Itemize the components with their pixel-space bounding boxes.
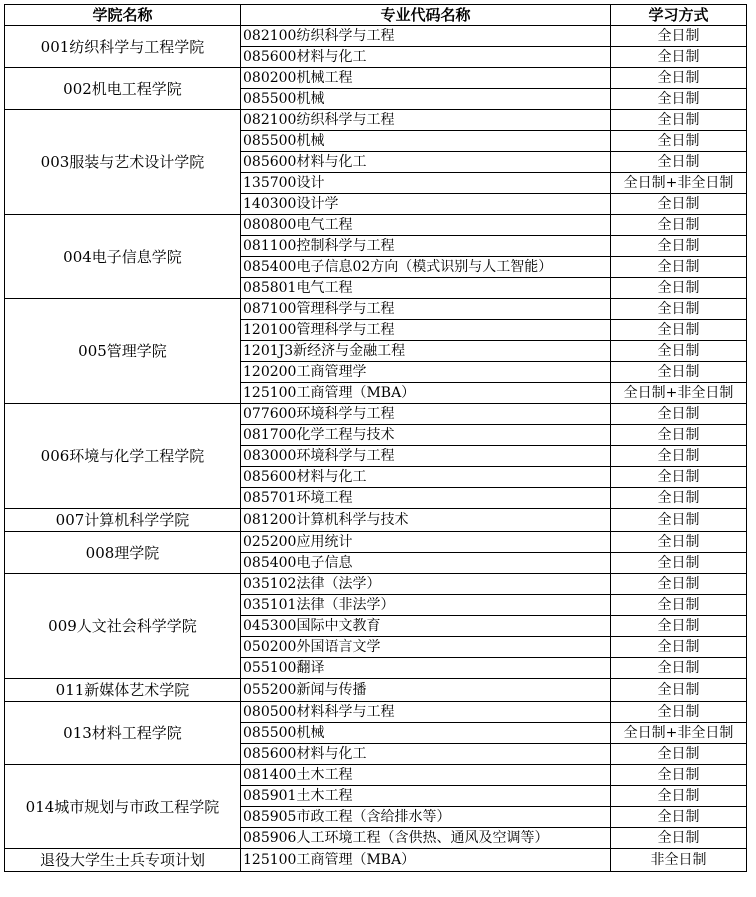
major-cell: 125100工商管理（MBA） [241,383,611,404]
study-mode-cell: 全日制 [611,47,747,68]
college-name-cell: 001纺织科学与工程学院 [5,26,241,68]
major-cell: 055100翻译 [241,658,611,679]
major-cell: 081100控制科学与工程 [241,236,611,257]
major-cell: 085905市政工程（含给排水等） [241,807,611,828]
table-row [5,765,747,786]
major-cell: 077600环境科学与工程 [241,404,611,425]
study-mode-cell: 全日制 [611,765,747,786]
study-mode-cell: 全日制 [611,488,747,509]
table-row [5,574,747,595]
study-mode-cell: 全日制 [611,702,747,723]
major-cell: 085600材料与化工 [241,152,611,173]
major-cell: 080200机械工程 [241,68,611,89]
header-mode: 学习方式 [611,5,747,26]
major-cell: 085600材料与化工 [241,744,611,765]
table-row [5,849,747,872]
study-mode-cell: 全日制 [611,553,747,574]
study-mode-cell: 全日制 [611,299,747,320]
major-cell: 120200工商管理学 [241,362,611,383]
major-cell: 081700化学工程与技术 [241,425,611,446]
college-name-cell: 002机电工程学院 [5,68,241,110]
college-name-cell: 009人文社会科学学院 [5,574,241,679]
table-row [5,299,747,320]
study-mode-cell: 全日制 [611,467,747,488]
study-mode-cell: 全日制 [611,362,747,383]
study-mode-cell: 全日制 [611,236,747,257]
major-cell: 080800电气工程 [241,215,611,236]
major-cell: 125100工商管理（MBA） [241,849,611,872]
college-name-cell: 011新媒体艺术学院 [5,679,241,702]
major-cell: 055200新闻与传播 [241,679,611,702]
study-mode-cell: 全日制 [611,616,747,637]
major-cell: 025200应用统计 [241,532,611,553]
major-cell: 081200计算机科学与技术 [241,509,611,532]
study-mode-cell: 全日制 [611,68,747,89]
study-mode-cell: 全日制 [611,679,747,702]
college-name-cell: 013材料工程学院 [5,702,241,765]
major-cell: 140300设计学 [241,194,611,215]
major-cell: 083000环境科学与工程 [241,446,611,467]
study-mode-cell: 全日制 [611,110,747,131]
major-cell: 087100管理科学与工程 [241,299,611,320]
study-mode-cell: 全日制 [611,637,747,658]
college-name-cell: 005管理学院 [5,299,241,404]
table-header [5,5,747,26]
study-mode-cell: 全日制 [611,744,747,765]
college-name-cell: 003服装与艺术设计学院 [5,110,241,215]
study-mode-cell: 全日制+非全日制 [611,383,747,404]
table-row [5,532,747,553]
table-row [5,702,747,723]
major-cell: 135700设计 [241,173,611,194]
college-name-cell: 退役大学生士兵专项计划 [5,849,241,872]
admissions-table [4,4,747,872]
major-cell: 085400电子信息02方向（模式识别与人工智能） [241,257,611,278]
table-row [5,26,747,47]
header-row [5,5,747,26]
table-row [5,679,747,702]
study-mode-cell: 全日制 [611,807,747,828]
college-name-cell: 006环境与化学工程学院 [5,404,241,509]
study-mode-cell: 全日制 [611,89,747,110]
study-mode-cell: 全日制 [611,786,747,807]
table-row [5,68,747,89]
table-row [5,509,747,532]
table-body [5,26,747,872]
study-mode-cell: 全日制 [611,131,747,152]
study-mode-cell: 全日制 [611,341,747,362]
major-cell: 045300国际中文教育 [241,616,611,637]
major-cell: 085400电子信息 [241,553,611,574]
college-name-cell: 014城市规划与市政工程学院 [5,765,241,849]
major-cell: 050200外国语言文学 [241,637,611,658]
major-cell: 085701环境工程 [241,488,611,509]
study-mode-cell: 全日制 [611,257,747,278]
major-cell: 085600材料与化工 [241,47,611,68]
major-cell: 085906人工环境工程（含供热、通风及空调等） [241,828,611,849]
major-cell: 085500机械 [241,723,611,744]
study-mode-cell: 全日制 [611,278,747,299]
major-cell: 081400土木工程 [241,765,611,786]
major-cell: 085901土木工程 [241,786,611,807]
major-cell: 1201J3新经济与金融工程 [241,341,611,362]
study-mode-cell: 全日制 [611,320,747,341]
major-cell: 085500机械 [241,131,611,152]
study-mode-cell: 全日制 [611,152,747,173]
college-name-cell: 004电子信息学院 [5,215,241,299]
study-mode-cell: 全日制 [611,828,747,849]
major-cell: 085801电气工程 [241,278,611,299]
study-mode-cell: 全日制 [611,574,747,595]
major-cell: 082100纺织科学与工程 [241,110,611,131]
college-name-cell: 008理学院 [5,532,241,574]
study-mode-cell: 全日制+非全日制 [611,173,747,194]
study-mode-cell: 全日制 [611,509,747,532]
study-mode-cell: 全日制+非全日制 [611,723,747,744]
table-row [5,404,747,425]
major-cell: 082100纺织科学与工程 [241,26,611,47]
table-row [5,110,747,131]
study-mode-cell: 全日制 [611,425,747,446]
major-cell: 085500机械 [241,89,611,110]
study-mode-cell: 全日制 [611,404,747,425]
major-cell: 120100管理科学与工程 [241,320,611,341]
study-mode-cell: 全日制 [611,194,747,215]
college-name-cell: 007计算机科学学院 [5,509,241,532]
header-major: 专业代码名称 [241,5,611,26]
major-cell: 035102法律（法学） [241,574,611,595]
header-college: 学院名称 [5,5,241,26]
major-cell: 085600材料与化工 [241,467,611,488]
study-mode-cell: 全日制 [611,595,747,616]
study-mode-cell: 全日制 [611,215,747,236]
study-mode-cell: 全日制 [611,446,747,467]
study-mode-cell: 全日制 [611,26,747,47]
major-cell: 035101法律（非法学） [241,595,611,616]
major-cell: 080500材料科学与工程 [241,702,611,723]
study-mode-cell: 全日制 [611,658,747,679]
study-mode-cell: 全日制 [611,532,747,553]
table-row [5,215,747,236]
study-mode-cell: 非全日制 [611,849,747,872]
